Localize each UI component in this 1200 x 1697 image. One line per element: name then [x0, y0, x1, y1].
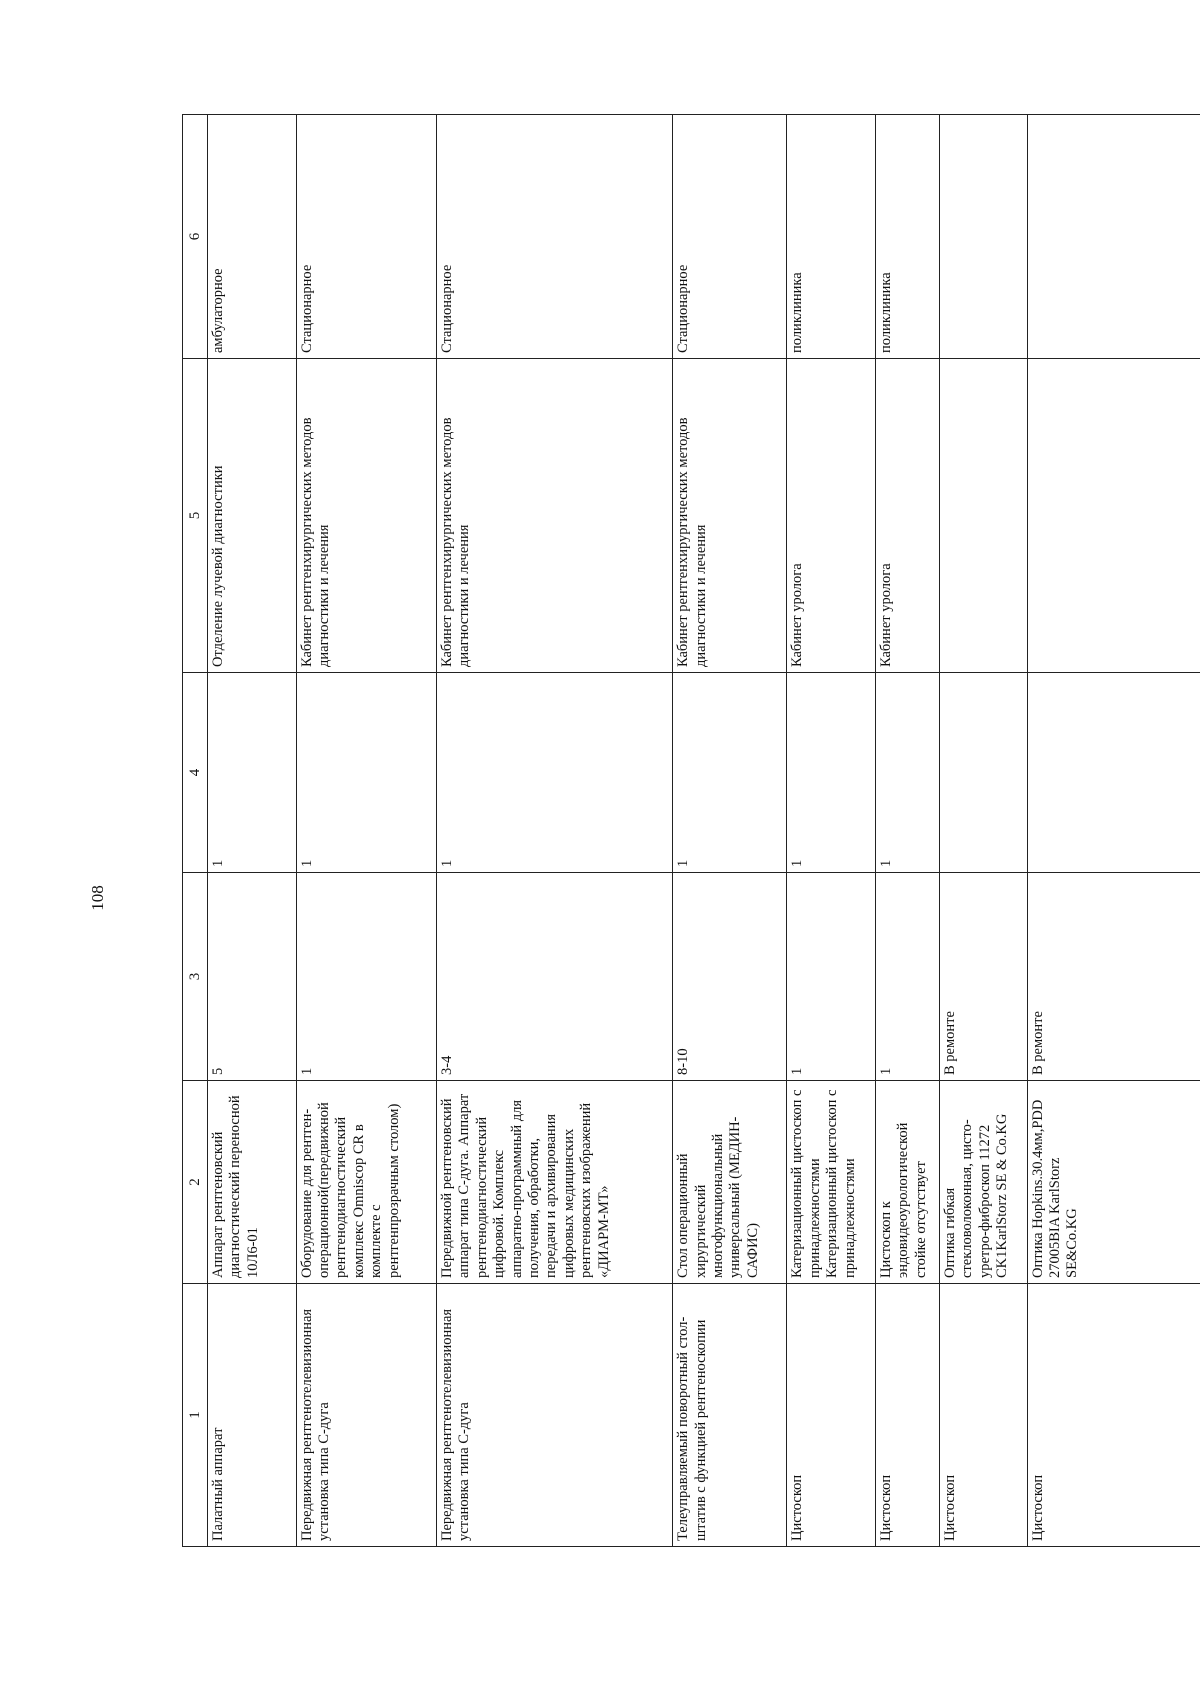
cell-equipment-type: Цистоскоп	[1027, 1284, 1200, 1547]
cell-department: Кабинет рентгенхирургических методов диагностики и лечения	[673, 359, 787, 673]
cell-col-3: 3-4	[437, 873, 673, 1081]
table-row	[875, 115, 939, 1547]
cell-col-3: 1	[787, 873, 876, 1081]
cell-department: Отделение лучевой диагностики	[208, 359, 297, 673]
cell-equipment-model: Передвижной рентгеновский аппарат типа С-дуга. Аппарат рентгенодиагностический цифровой. Комплекс аппаратно-программный для получения, обработки, передачи и архивирования цифровых медицинских рентгеновских изображений «ДИАРМ-МТ»	[437, 1081, 673, 1284]
table-row	[1027, 115, 1200, 1547]
header-col-1: 1	[183, 1284, 208, 1547]
cell-quantity: 1	[296, 673, 437, 873]
cell-col-3: 8-10	[673, 873, 787, 1081]
cell-equipment-type: Цистоскоп	[940, 1284, 1028, 1547]
cell-equipment-type: Цистоскоп	[787, 1284, 876, 1547]
header-col-5: 5	[183, 359, 208, 673]
cell-care-type: Стационарное	[296, 115, 437, 359]
cell-equipment-model: Оборудование для рентген-операционной(передвижной рентгенодиагностический комплекс Omniscop CR в комплекте с рентгенпрозрачным столом)	[296, 1081, 437, 1284]
cell-quantity: 1	[787, 673, 876, 873]
header-col-2: 2	[183, 1081, 208, 1284]
cell-equipment-model: Катеризационный цистоскоп с принадлежностями Катеризационный цистоскоп с принадлежностями	[787, 1081, 876, 1284]
cell-quantity: 1	[673, 673, 787, 873]
cell-quantity	[940, 673, 1028, 873]
cell-department: Кабинет рентгенхирургических методов диагностики и лечения	[437, 359, 673, 673]
cell-equipment-model: Оптика Hopkins.30.4мм,PDD 27005BIA KarlStorz SE&Co.KG	[1027, 1081, 1200, 1284]
cell-equipment-type: Телеуправляемый поворотный стол-штатив с функцией рентгеноскопии	[673, 1284, 787, 1547]
cell-department: Кабинет рентгенхирургических методов диагностики и лечения	[296, 359, 437, 673]
page-number	[78, 868, 118, 928]
cell-care-type	[940, 115, 1028, 359]
cell-equipment-type: Палатный аппарат	[208, 1284, 297, 1547]
page-number-text: 108	[88, 885, 107, 911]
cell-col-3: 1	[875, 873, 939, 1081]
cell-equipment-model: Цистоскоп к эндовидеоурологической стойке отсутствует	[875, 1081, 939, 1284]
cell-equipment-model: Аппарат рентгеновский диагностический переносной 10Л6-01	[208, 1081, 297, 1284]
equipment-table	[182, 114, 1200, 1547]
cell-department: Кабинет уролога	[787, 359, 876, 673]
cell-quantity: 1	[208, 673, 297, 873]
table-header-row	[183, 115, 208, 1547]
cell-care-type: амбулаторное	[208, 115, 297, 359]
table-container	[182, 115, 1200, 1547]
cell-care-type	[1027, 115, 1200, 359]
cell-col-3: 1	[296, 873, 437, 1081]
cell-care-type: Стационарное	[673, 115, 787, 359]
cell-equipment-type: Цистоскоп	[875, 1284, 939, 1547]
table-row	[940, 115, 1028, 1547]
cell-care-type: поликлиника	[875, 115, 939, 359]
cell-quantity	[1027, 673, 1200, 873]
header-col-3: 3	[183, 873, 208, 1081]
cell-quantity: 1	[875, 673, 939, 873]
table-row	[208, 115, 297, 1547]
cell-department	[1027, 359, 1200, 673]
cell-equipment-model: Оптика гибкая стекловолоконная, цисто-уретро-фиброскоп 11272 CK1KarlStorz SE & Co.KG	[940, 1081, 1028, 1284]
table-row	[787, 115, 876, 1547]
cell-department: Кабинет уролога	[875, 359, 939, 673]
cell-col-3: В ремонте	[1027, 873, 1200, 1081]
table-row	[296, 115, 437, 1547]
cell-col-3: 5	[208, 873, 297, 1081]
header-col-6: 6	[183, 115, 208, 359]
table-row	[437, 115, 673, 1547]
cell-equipment-type: Передвижная рентгенотелевизионная установка типа С-дуга	[437, 1284, 673, 1547]
cell-col-3: В ремонте	[940, 873, 1028, 1081]
cell-care-type: Стационарное	[437, 115, 673, 359]
table-row	[673, 115, 787, 1547]
cell-equipment-type: Передвижная рентгенотелевизионная установка типа С-дуга	[296, 1284, 437, 1547]
cell-quantity: 1	[437, 673, 673, 873]
cell-equipment-model: Стол операционный хирургический многофункциональный универсальный (МЕДИН-САФИС)	[673, 1081, 787, 1284]
cell-department	[940, 359, 1028, 673]
header-col-4: 4	[183, 673, 208, 873]
cell-care-type: поликлиника	[787, 115, 876, 359]
